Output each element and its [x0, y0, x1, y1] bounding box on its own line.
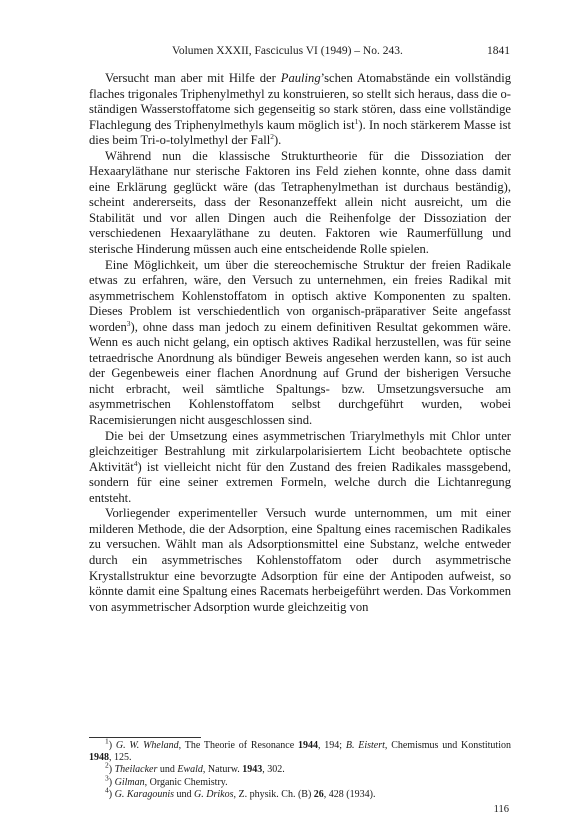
- footnote-ref[interactable]: 1: [354, 116, 359, 126]
- paragraph-5: Vorliegender experimenteller Versuch wurde unternommen, um mit einer milderen Methode, die der Adsorption, eine Spaltung eines racemischen Radikales zu versuchen. Wählt man als Adsorptionsmittel eine Substanz, welche entweder durch ein asymmetrisches Kohlenstoffatom oder durch asymmetrische Krystallstruktur eine bevorzugte Adsorption für eine der Antipoden aufweist, so könnte damit eine Spaltung eines Racemats herbeigeführt werden. Das Vorkommen von asymmetrischer Adsorption wurde gleichzeitig von: [89, 506, 511, 614]
- footnote-2: $^2$) Theilacker und Ewald, Naturw. 1943, 302.: [105, 761, 285, 776]
- body-text: [89, 71, 511, 615]
- footnote-4: $^4$) G. Karagounis und G. Drikos, Z. physik. Ch. (B) 26, 428 (1934).: [105, 785, 376, 800]
- signature-mark: 116: [493, 804, 509, 815]
- paragraph-2: Während nun die klassische Strukturtheorie für die Dissoziation der Hexaaryläthane nur sterische Faktoren ins Feld ziehen konnte, ohne dass damit eine Erklärung geglückt wäre (das Tetraphenylmethan ist durchaus beständig), scheint andererseits, dass der Resonanzeffekt allein nicht ausreicht, um die Stabilität und vor allen Dingen auch die Reihenfolge der Dissoziation der verschiedenen Hexaaryläthane zu deuten. Faktoren wie Raumerfüllung und sterische Hinderung müssen auch eine entscheidende Rolle spielen.: [89, 148, 511, 257]
- paragraph-3: Eine Möglichkeit, um über die stereochemische Struktur der freien Radikale etwas zu erfahren, wäre, den Versuch zu unternehmen, ein freies Radikal mit asymmetrischem Kohlenstoffatom in optisch aktive Komponenten zu spalten. Dieses Problem ist verschiedentlich von organisch-präparativer Seite angefasst worden$^3$), ohne dass man jedoch zu einem definitiven Resultat gekommen wäre. Wenn es auch nicht gelang, ein optisch aktives Radikal herzustellen, was für seine tetraedrische Anordnung als bündiger Beweis angesehen werden kann, so ist auch der Gegenbeweis einer flachen Anordnung auf Grund der bisherigen Versuche nicht erbracht, weil sämtliche Spaltungs- bzw. Umsetzungsversuche am asymmetrischen Kohlenstoffatom selbst durchgeführt wurden, wobei Racemisierungen nicht ausgeschlossen sind.: [89, 257, 511, 428]
- author-name: Pauling: [280, 71, 321, 85]
- footnote-ref[interactable]: 4: [133, 458, 138, 468]
- footnote-ref[interactable]: 3: [126, 318, 131, 328]
- footnotes: [89, 736, 511, 801]
- running-header: [90, 45, 510, 65]
- footnote-1: $^1$) G. W. Wheland, The Theorie of Resonance 1944, 194; B. Eistert, Chemismus und Konstitution 1948, 125.: [89, 736, 511, 764]
- running-title: Volumen XXXII, Fasciculus VI (1949) – No. 243.: [172, 45, 403, 57]
- footnote-ref[interactable]: 2: [270, 132, 274, 141]
- page-number: 1841: [487, 45, 510, 57]
- paragraph-1: Versucht man aber mit Hilfe der Pauling’schen Atomabstände ein vollständig flaches trigonales Triphenylmethyl zu konstruieren, so stellt sich heraus, dass die o-ständigen Wasserstoffatome sich gegenseitig so stark stören, dass eine vollständige Flachlegung des Triphenylmethyls kaum möglich ist$^1$). In noch stärkerem Masse ist dies beim Tri-o-tolylmethyl der Fall$^2$).: [89, 71, 512, 148]
- paragraph-4: Die bei der Umsetzung eines asymmetrischen Triarylmethyls mit Chlor unter gleichzeitiger Bestrahlung mit zirkularpolarisiertem Licht beobachtete optische Aktivität$^4$) ist vielleicht nicht für den Zustand des freien Radikales massgebend, sondern für eine seiner extremen Formeln, welche durch die Lichtanregung entsteht.: [89, 428, 511, 505]
- footnote-3: $^3$) Gilman, Organic Chemistry.: [105, 773, 228, 788]
